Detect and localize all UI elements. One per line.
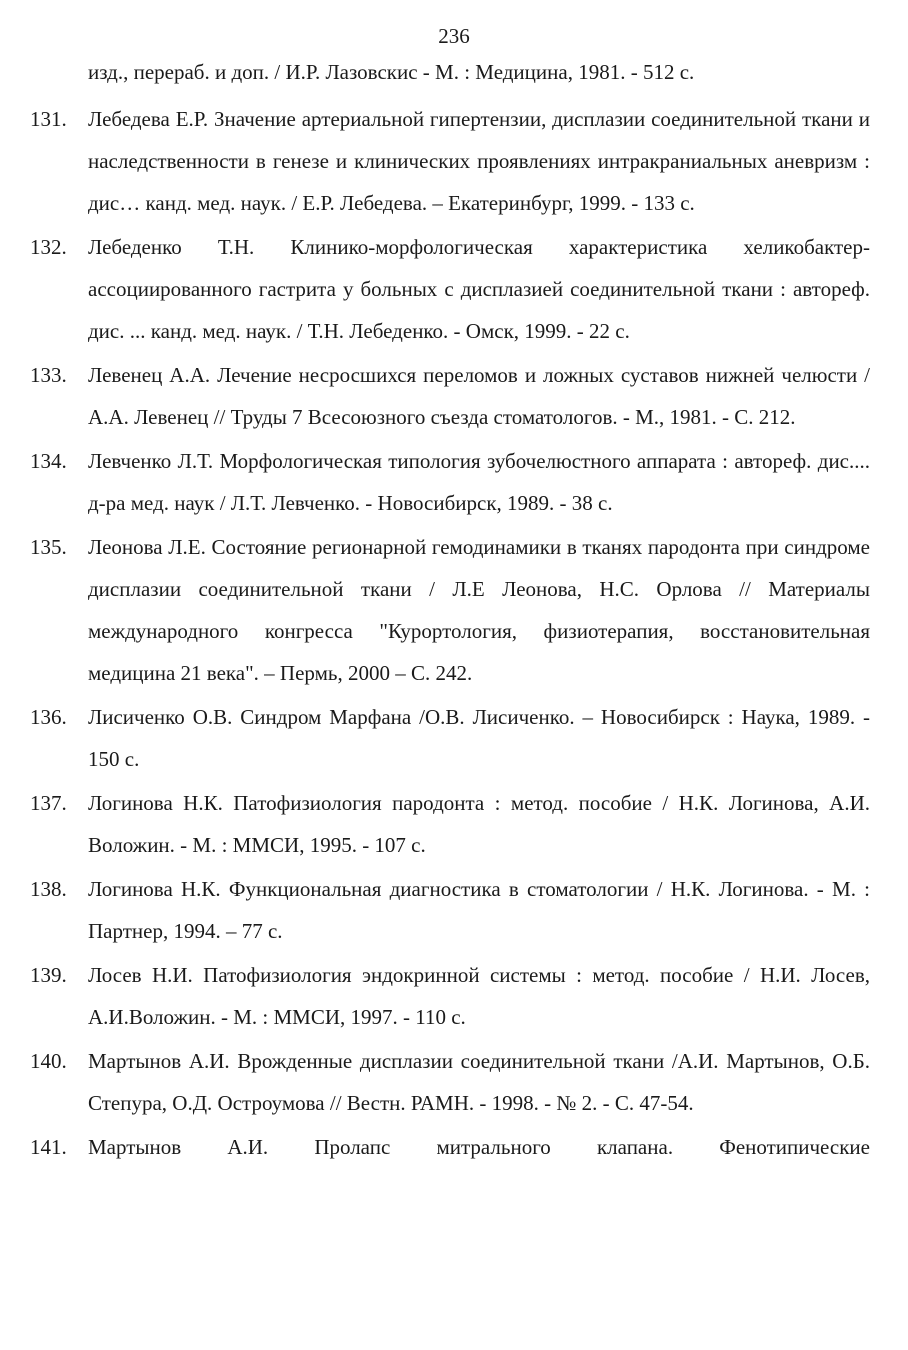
reference-item-135 [30, 526, 870, 694]
reference-item-140 [30, 1040, 870, 1124]
reference-item-141 [30, 1126, 870, 1168]
reference-item-131 [30, 98, 870, 224]
reference-number: 138. [30, 877, 67, 901]
reference-item-132 [30, 226, 870, 352]
reference-number: 141. [30, 1135, 67, 1159]
reference-item-136 [30, 696, 870, 780]
reference-number: 137. [30, 791, 67, 815]
reference-item-137 [30, 782, 870, 866]
reference-text: Мартынов А.И. Врожденные дисплазии соединительной ткани /А.И. Мартынов, О.Б. Степура, О.Д. Остроумова // Вестн. РАМН. - 1998. - № 2. - С. 47-54. [88, 1049, 870, 1115]
reference-number: 136. [30, 705, 67, 729]
reference-item-139 [30, 954, 870, 1038]
reference-text: Лосев Н.И. Патофизиология эндокринной системы : метод. пособие / Н.И. Лосев, А.И.Воложин. - М. : ММСИ, 1997. - 110 с. [88, 963, 870, 1029]
reference-item-133 [30, 354, 870, 438]
reference-number: 134. [30, 449, 67, 473]
reference-number: 140. [30, 1049, 67, 1073]
reference-text: Левченко Л.Т. Морфологическая типология зубочелюстного аппарата : автореф. дис.... д-ра мед. наук / Л.Т. Левченко. - Новосибирск, 1989. - 38 с. [88, 449, 870, 515]
reference-item-134 [30, 440, 870, 524]
reference-number: 139. [30, 963, 67, 987]
reference-number: 133. [30, 363, 67, 387]
reference-number: 131. [30, 107, 67, 131]
reference-continuation: изд., перераб. и доп. / И.Р. Лазовскис - М. : Медицина, 1981. - 512 с. [88, 60, 695, 84]
reference-text: Логинова Н.К. Патофизиология пародонта : метод. пособие / Н.К. Логинова, А.И. Воложин. - М. : ММСИ, 1995. - 107 с. [88, 791, 870, 857]
reference-text: Лебедева Е.Р. Значение артериальной гипертензии, дисплазии соединительной ткани и наследственности в генезе и клинических проявлениях интракраниальных аневризм : дис… канд. мед. наук. / Е.Р. Лебедева. – Екатеринбург, 1999. - 133 с. [88, 107, 870, 215]
reference-number: 132. [30, 235, 67, 259]
reference-text: Левенец А.А. Лечение несросшихся переломов и ложных суставов нижней челюсти / А.А. Левенец // Труды 7 Всесоюзного съезда стоматологов. - М., 1981. - С. 212. [88, 363, 870, 429]
reference-text: Логинова Н.К. Функциональная диагностика в стоматологии / Н.К. Логинова. - М. : Партнер, 1994. – 77 с. [88, 877, 870, 943]
reference-item-138 [30, 868, 870, 952]
page-number: 236 [438, 24, 470, 48]
reference-text: Лисиченко О.В. Синдром Марфана /О.В. Лисиченко. – Новосибирск : Наука, 1989. - 150 с. [88, 705, 870, 771]
reference-number: 135. [30, 535, 67, 559]
reference-text: Лебеденко Т.Н. Клинико-морфологическая характеристика хеликобактер-ассоциированного гастрита у больных с дисплазией соединительной ткани : автореф. дис. ... канд. мед. наук. / Т.Н. Лебеденко. - Омск, 1999. - 22 с. [88, 235, 870, 343]
reference-text: Леонова Л.Е. Состояние регионарной гемодинамики в тканях пародонта при синдроме дисплазии соединительной ткани / Л.Е Леонова, Н.С. Орлова // Материалы международного конгресса "Курортология, физиотерапия, восстановительная медицина 21 века". – Пермь, 2000 – С. 242. [88, 535, 870, 685]
reference-list [30, 98, 870, 1168]
reference-text: Мартынов А.И. Пролапс митрального клапана. Фенотипические [88, 1135, 870, 1159]
